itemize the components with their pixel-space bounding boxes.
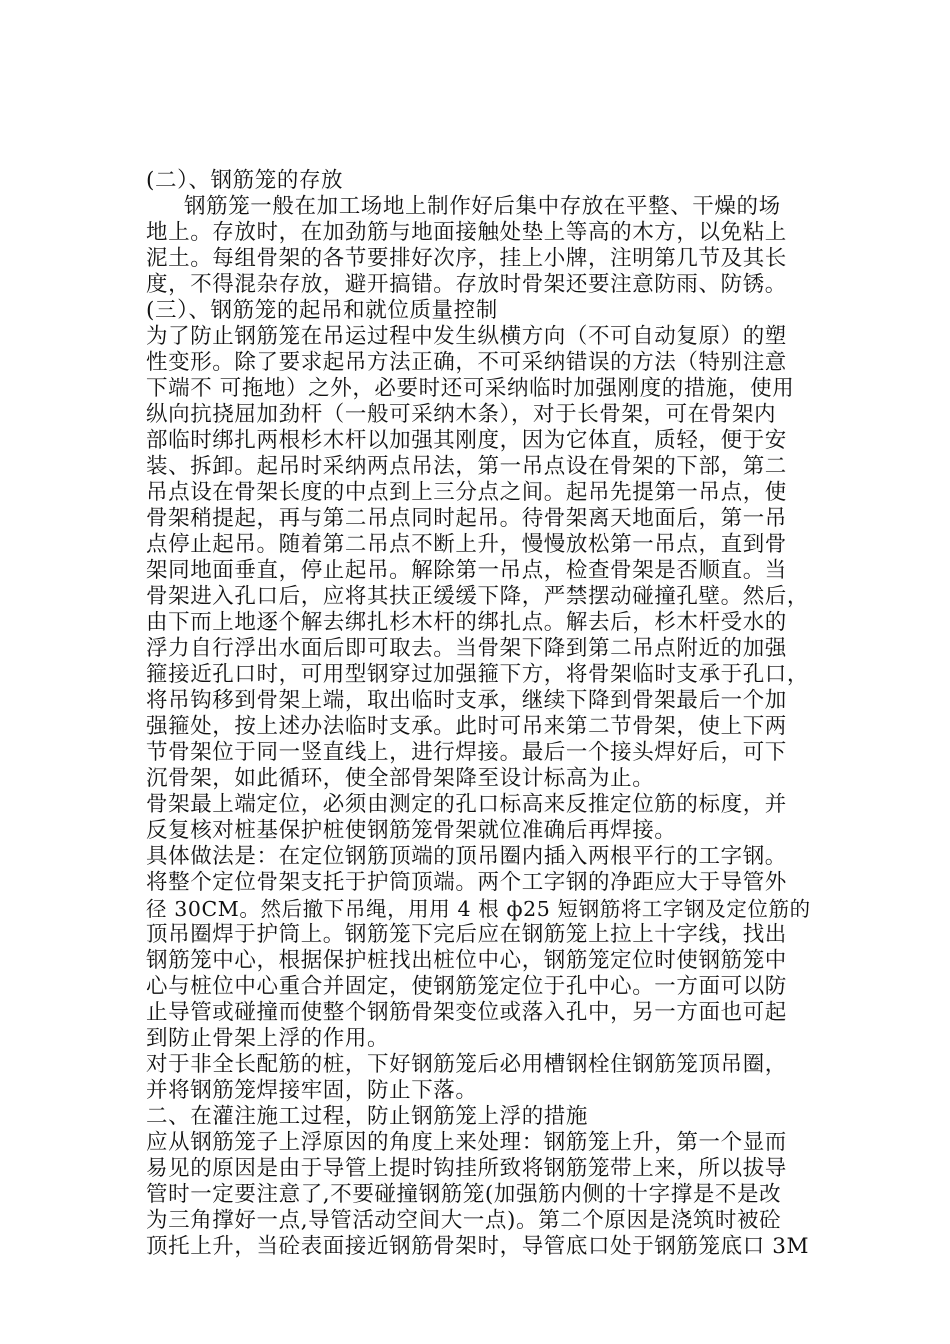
text-line: 为三角撑好一点,导管活动空间大一点)。第二个原因是浇筑时被砼 — [146, 1208, 782, 1233]
text-line: 浮力自行浮出水面后即可取去。当骨架下降到第二吊点附近的加强 — [146, 636, 787, 661]
text-line: 到防止骨架上浮的作用。 — [146, 1026, 390, 1051]
text-line: 钢筋笼中心，根据保护桩找出桩位中心，钢筋笼定位时使钢筋笼中 — [146, 948, 787, 973]
text-line: (二）、钢筋笼的存放 — [146, 168, 344, 193]
text-line: 将整个定位骨架支托于护筒顶端。两个工字钢的净距应大于导管外 — [146, 870, 787, 895]
text-line: 管时一定要注意了,不要碰撞钢筋笼(加强筋内侧的十字撑是不是改 — [146, 1182, 782, 1207]
text-line: 度，不得混杂存放，避开搞错。存放时骨架还要注意防雨、防锈。 — [146, 272, 787, 297]
document-body — [146, 168, 814, 1260]
text-line: 性变形。除了要求起吊方法正确，不可采纳错误的方法（特别注意 — [146, 350, 787, 375]
text-line: 强箍处，按上述办法临时支承。此时可吊来第二节骨架，使上下两 — [146, 714, 787, 739]
text-line: 二、在灌注施工过程，防止钢筋笼上浮的措施 — [146, 1104, 589, 1129]
text-line: 应从钢筋笼子上浮原因的角度上来处理：钢筋笼上升，第一个显而 — [146, 1130, 787, 1155]
text-line: 对于非全长配筋的桩，下好钢筋笼后必用槽钢栓住钢筋笼顶吊圈， — [146, 1052, 787, 1077]
text-line: 并将钢筋笼焊接牢固，防止下落。 — [146, 1078, 478, 1103]
text-line: 反复核对桩基保护桩使钢筋笼骨架就位准确后再焊接。 — [146, 818, 677, 843]
text-line: 吊点设在骨架长度的中点到上三分点之间。起吊先提第一吊点，使 — [146, 480, 787, 505]
text-line: 部临时绑扎两根杉木杆以加强其刚度，因为它体直，质轻，便于安 — [146, 428, 787, 453]
text-line: 钢筋笼一般在加工场地上制作好后集中存放在平整、干燥的场 — [184, 194, 781, 219]
text-line: (三）、钢筋笼的起吊和就位质量控制 — [146, 298, 498, 323]
text-line: 易见的原因是由于导管上提时钩挂所致将钢筋笼带上来，所以拔导 — [146, 1156, 787, 1181]
text-line: 径 30CM。然后撤下吊绳，用用 4 根 ф25 短钢筋将工字钢及定位筋的 — [146, 897, 811, 921]
text-line: 地上。存放时，在加劲筋与地面接触处垫上等高的木方，以免粘上 — [146, 220, 787, 245]
text-line: 由下而上地逐个解去绑扎杉木杆的绑扎点。解去后，杉木杆受水的 — [146, 610, 787, 635]
text-line: 骨架进入孔口后，应将其扶正缓缓下降，严禁摆动碰撞孔壁。然后， — [146, 584, 810, 609]
text-line: 将吊钩移到骨架上端，取出临时支承，继续下降到骨架最后一个加 — [146, 688, 787, 713]
text-line: 纵向抗挠屈加劲杆（一般可采纳木条），对于长骨架，可在骨架内 — [146, 402, 777, 427]
text-line: 箍接近孔口时，可用型钢穿过加强箍下方，将骨架临时支承于孔口， — [146, 662, 810, 687]
text-line: 泥土。每组骨架的各节要排好次序，挂上小牌，注明第几节及其长 — [146, 246, 787, 271]
text-line: 下端不 可拖地）之外，必要时还可采纳临时加强刚度的措施，使用 — [146, 376, 795, 401]
text-line: 顶托上升，当砼表面接近钢筋骨架时，导管底口处于钢筋笼底口 3M — [146, 1234, 810, 1259]
text-line: 点停止起吊。随着第二吊点不断上升，慢慢放松第一吊点，直到骨 — [146, 532, 787, 557]
text-line: 装、拆卸。起吊时采纳两点吊法，第一吊点设在骨架的下部，第二 — [146, 454, 787, 479]
text-line: 节骨架位于同一竖直线上，进行焊接。最后一个接头焊好后，可下 — [146, 740, 787, 765]
text-line: 沉骨架，如此循环，使全部骨架降至设计标高为止。 — [146, 766, 655, 791]
text-line: 心与桩位中心重合并固定，使钢筋笼定位于孔中心。一方面可以防 — [146, 974, 787, 999]
text-line: 骨架最上端定位，必须由测定的孔口标高来反推定位筋的标度，并 — [146, 792, 787, 817]
text-line: 为了防止钢筋笼在吊运过程中发生纵横方向（不可自动复原）的塑 — [146, 324, 787, 349]
text-line: 顶吊圈焊于护筒上。钢筋笼下完后应在钢筋笼上拉上十字线，找出 — [146, 922, 787, 947]
text-line: 骨架稍提起，再与第二吊点同时起吊。待骨架离天地面后，第一吊 — [146, 506, 787, 531]
text-line: 止导管或碰撞而使整个钢筋骨架变位或落入孔中，另一方面也可起 — [146, 1000, 787, 1025]
text-line: 架同地面垂直，停止起吊。解除第一吊点，检查骨架是否顺直。当 — [146, 558, 787, 583]
text-line: 具体做法是：在定位钢筋顶端的顶吊圈内插入两根平行的工字钢。 — [146, 844, 787, 869]
